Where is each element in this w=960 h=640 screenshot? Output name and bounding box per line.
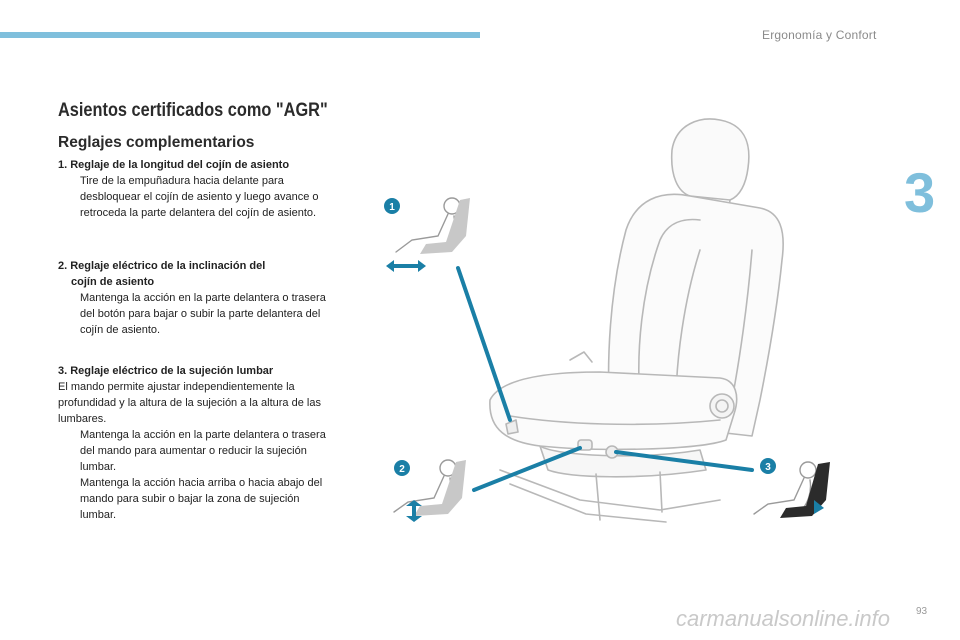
double-arrow-icon — [386, 260, 426, 272]
bullet-item — [58, 475, 328, 523]
page-subtitle: Reglajes complementarios — [58, 134, 255, 151]
item-heading — [58, 363, 328, 379]
bullet-text: Mantenga la acción en la parte delantera o trasera del mando para aumentar o reducir la sujeción lumbar. — [80, 429, 326, 473]
bullet-text: Mantenga la acción en la parte delantera o trasera del botón para bajar o subir la parte delantera del cojín de asiento. — [80, 292, 326, 336]
section-label: Ergonomía y Confort — [762, 28, 877, 42]
bullet-item — [58, 427, 328, 475]
instruction-item-3 — [58, 363, 328, 523]
item-heading — [58, 258, 328, 290]
instruction-item-1 — [58, 157, 328, 221]
item-heading — [58, 157, 328, 173]
leader-line-1 — [458, 268, 510, 420]
inset-cushion-tilt — [394, 460, 466, 522]
inset-cushion-length — [384, 198, 470, 272]
item-intro-text: El mando permite ajustar independientemente la profundidad y la altura de la sujeción a la altura de las lumbares. — [58, 381, 321, 425]
item-heading-continuation: cojín de asiento — [71, 276, 155, 288]
seat-illustration — [370, 110, 850, 530]
callout-number-3: 3 — [765, 462, 771, 473]
car-seat-drawing — [490, 119, 783, 522]
page-title: Asientos certificados como "AGR" — [58, 100, 328, 121]
bullet-text: Mantenga la acción hacia arriba o hacia abajo del mando para subir o bajar la zona de sujeción lumbar. — [80, 477, 323, 521]
bullet-item — [58, 173, 328, 221]
watermark: carmanualsonline.info — [676, 606, 891, 631]
instruction-item-2 — [58, 258, 328, 338]
inset-lumbar-support — [754, 458, 830, 518]
page-number: 93 — [916, 606, 928, 617]
item-heading-line: 2. Reglaje eléctrico de la inclinación del — [58, 260, 266, 272]
bullet-item — [58, 290, 328, 338]
bullet-text: Tire de la empuñadura hacia delante para desbloquear el cojín de asiento y luego avance o retroceda la parte delantera del cojín de asiento. — [80, 175, 319, 219]
item-heading-line: 1. Reglaje de la longitud del cojín de asiento — [58, 159, 290, 171]
chapter-number: 3 — [904, 161, 936, 224]
callout-number-1: 1 — [389, 202, 395, 213]
item-heading-line: 3. Reglaje eléctrico de la sujeción lumbar — [58, 365, 274, 377]
header-accent-bar — [0, 32, 480, 38]
callout-number-2: 2 — [399, 464, 405, 475]
